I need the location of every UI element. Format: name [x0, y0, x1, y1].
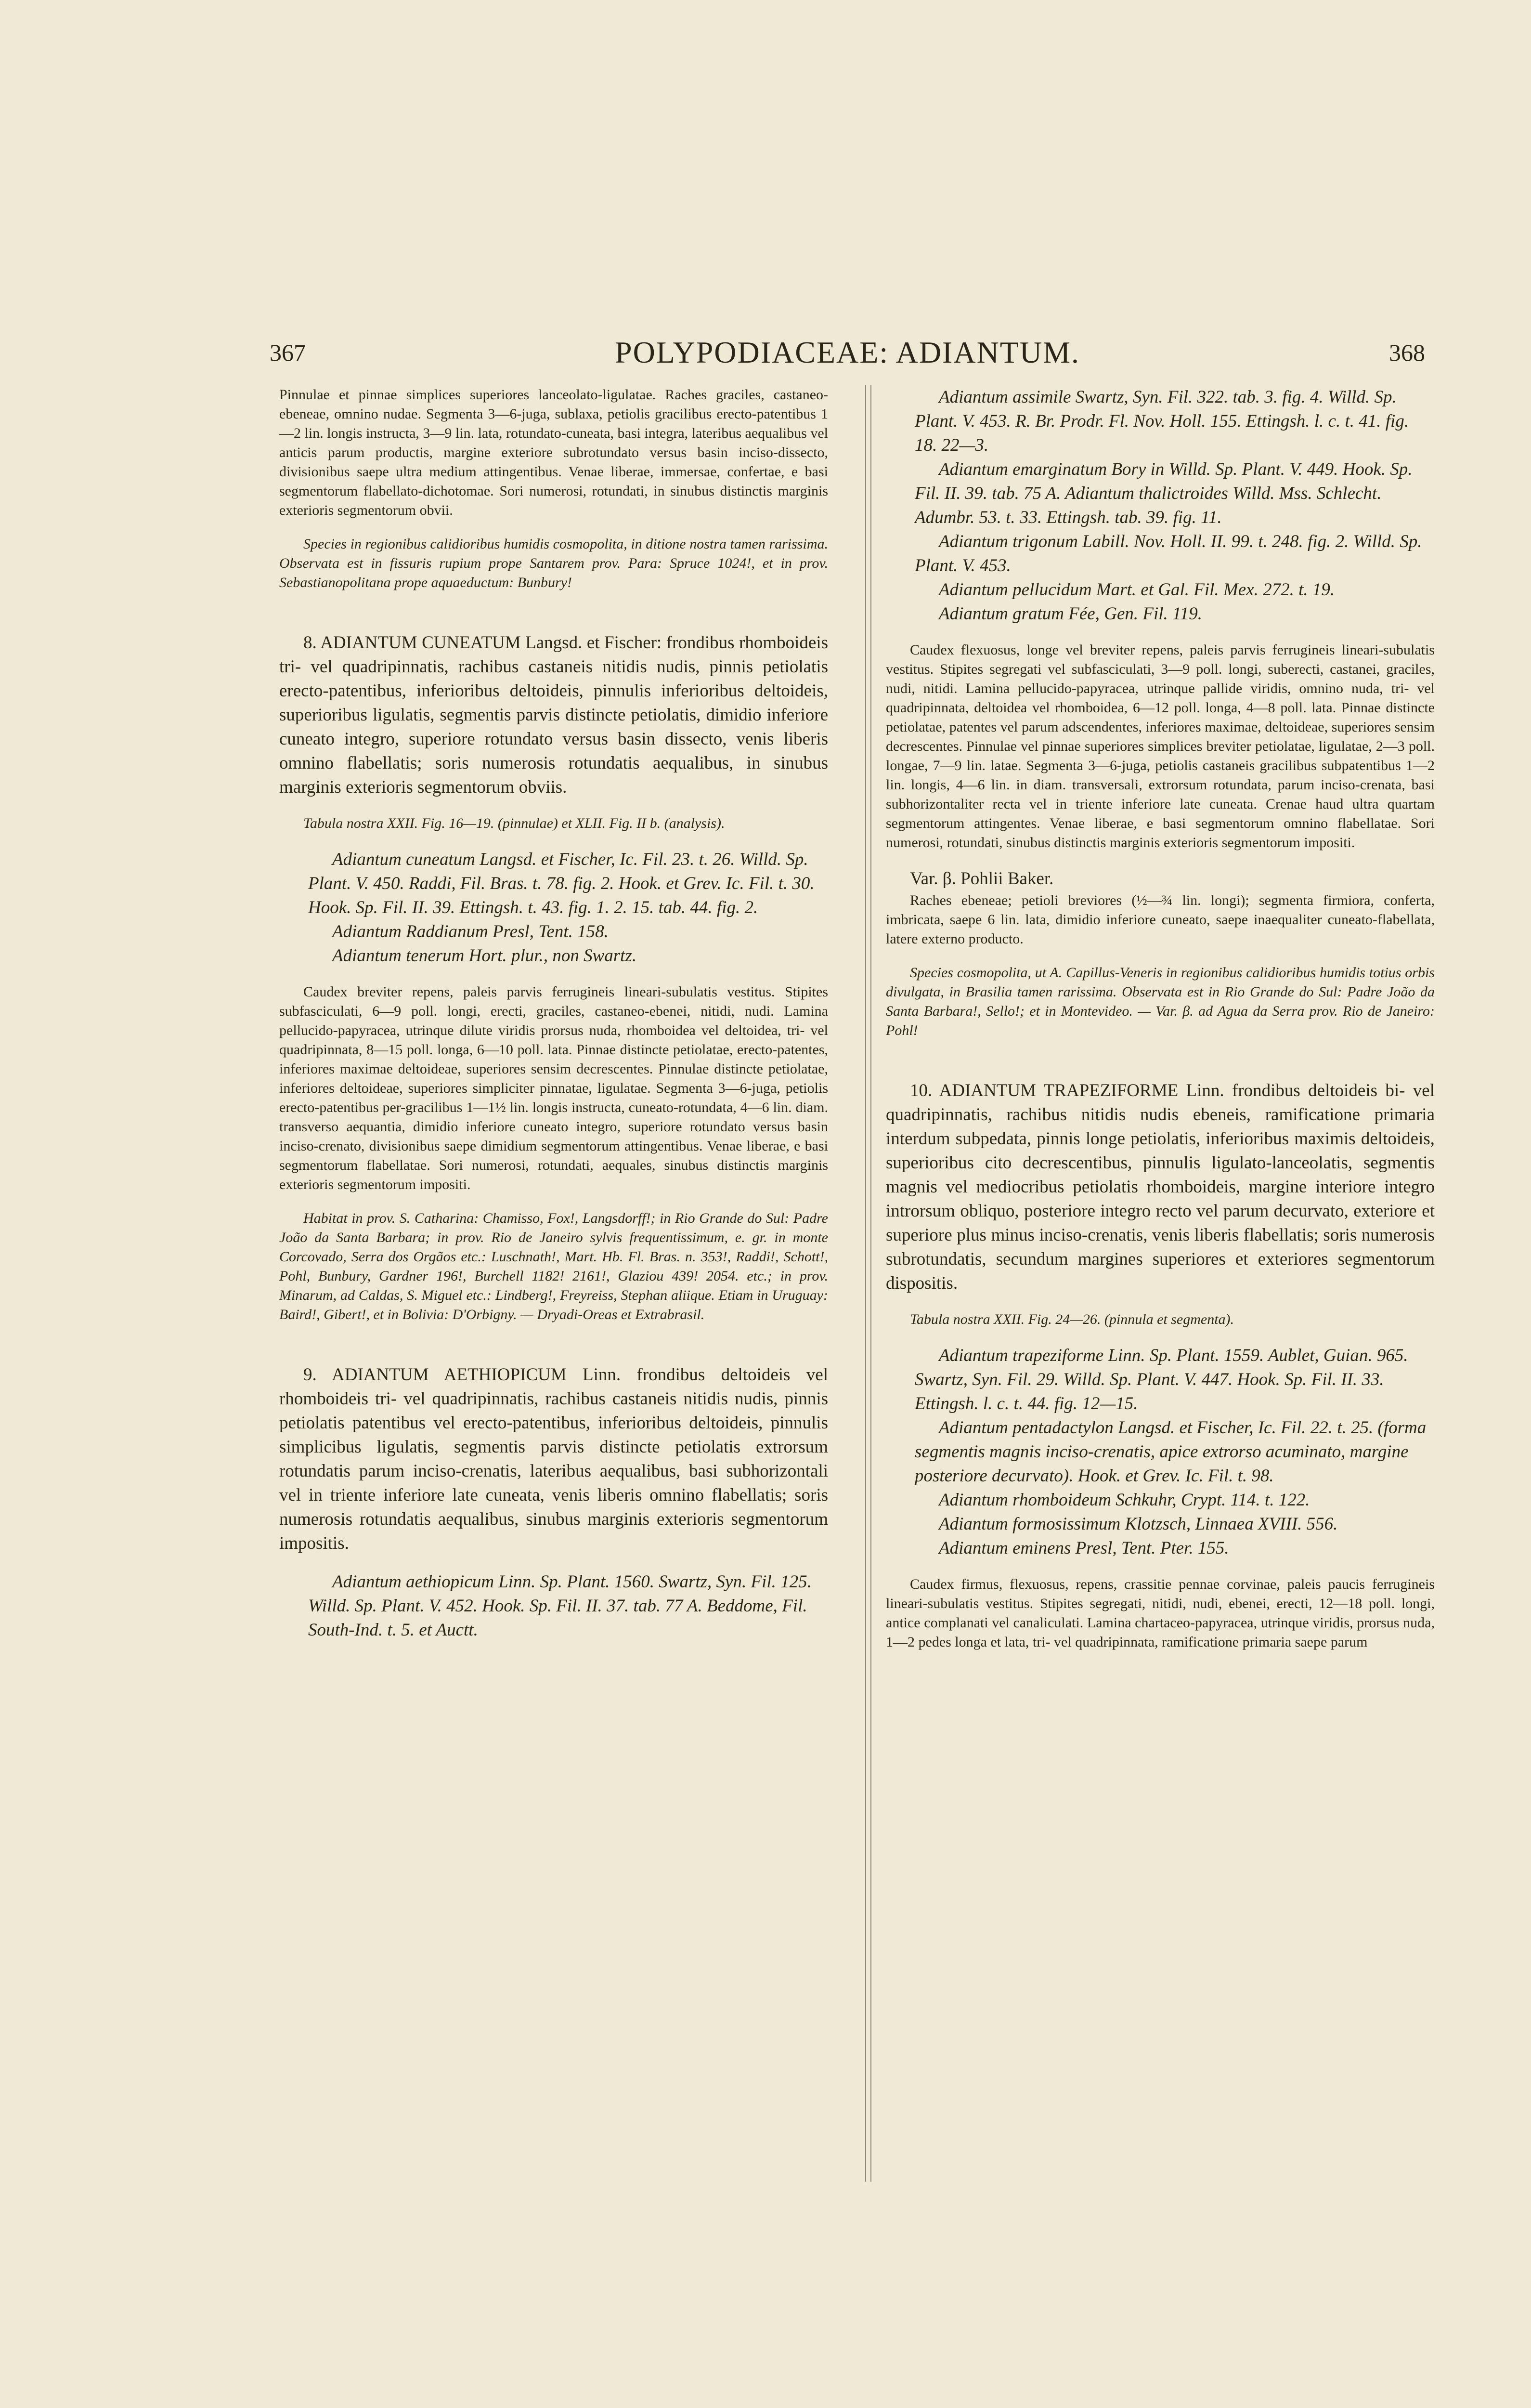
- species-10-description: Caudex firmus, flexuosus, repens, crassitie pennae corvinae, paleis paucis ferrugineis lineari-subulatis vestitus. Stipites segregati, nitidi, nudi, ebenei, erecti, 12—18 poll. longi, antice complanati vel canaliculati. Lamina chartaceo-papyracea, utrinque viridis, prorsus nuda, 1—2 pedes longa et lata, tri- vel quadripinnata, ramificatione primaria saepe parum: [886, 1576, 1435, 1650]
- species-10-synonym-2: Adiantum pentadactylon Langsd. et Fischer, Ic. Fil. 22. t. 25. (forma segmentis magnis inciso-crenatis, apice extrorso acuminato, margine posteriore decurvato). Hook. et Grev. Ic. Fil. t. 98.: [915, 1418, 1427, 1486]
- right-page-number: 368: [1389, 339, 1425, 366]
- species-10-synonym-3: Adiantum rhomboideum Schkuhr, Crypt. 114. t. 122.: [939, 1490, 1310, 1510]
- intro-description: Pinnulae et pinnae simplices superiores lanceolato-ligulatae. Raches graciles, castaneo-ebeneae, omnino nudae. Segmenta 3—6-juga, sublaxa, petiolis gracilibus erecto-patentibus 1—2 lin. longis instructa, 3—9 lin. lata, rotundato-cuneata, basi integra, lateribus aequalibus vel anticis parum productis, margine exteriore subrotundato versus basin inciso-dissecto, divisionibus saepe ultra medium attingentibus. Venae liberae, immersae, confertae, e basi segmentorum flabellato-dichotomae. Sori numerosi, rotundati, in sinubus distinctis marginis exterioris segmentorum obvii.: [279, 387, 828, 518]
- species-9-description: Caudex flexuosus, longe vel breviter repens, paleis parvis ferrugineis lineari-subulatis vestitus. Stipites segregati vel subfasciculati, 3—9 poll. longi, suberecti, castanei, graciles, nudi, nitidi. Lamina pellucido-papyracea, utrinque pallide viridis, omnino nuda, tri- vel quadripinnata, deltoidea vel rhomboidea, 6—12 poll. longa, 4—8 poll. lata. Pinnae distincte petiolatae, patentes vel parum adscendentes, inferiores maximae, deltoideae, superiores sensim decrescentes. Pinnulae vel pinnae superiores simplices breviter petiolatae, ligulatae, 2—3 poll. longae, 7—9 lin. latae. Segmenta 3—6-juga, petiolis castaneis gracilibus subpatentibus 1—2 lin. longis, 4—6 lin. in diam. transversali, extrorsum rotundata, parum inciso-crenata, basi subhorizontaliter recta vel in triente inferiore late cuneata. Crenae haud ultra quartam segmentorum attingentes. Venae liberae, e basi segmentorum omnino flabellatae. Sori numerosi, rotundati, sinubus distinctis marginis exterioris segmentorum impositi.: [886, 642, 1435, 851]
- left-column: [279, 385, 828, 1642]
- species-9-synonym-6: Adiantum gratum Fée, Gen. Fil. 119.: [939, 604, 1203, 624]
- species-8-plate-ref: Tabula nostra XXII. Fig. 16—19. (pinnulae) et XLII. Fig. II b. (analysis).: [303, 815, 725, 831]
- species-9-synonym-3: Adiantum emarginatum Bory in Willd. Sp. Plant. V. 449. Hook. Sp. Fil. II. 39. tab. 75 A. Adiantum thalictroides Willd. Mss. Schlecht. Adumbr. 53. t. 33. Ettingsh. tab. 39. fig. 11.: [915, 459, 1413, 527]
- column-rule: [865, 385, 866, 2182]
- column-rule-2: [870, 385, 871, 2182]
- species-8-synonym-2: Adiantum Raddianum Presl, Tent. 158.: [332, 922, 609, 942]
- species-10-diagnosis: 10. ADIANTUM TRAPEZIFORME Linn. frondibus deltoideis bi- vel quadripinnatis, rachibus nitidis nudis ebeneis, ramificatione primaria interdum subpedata, pinnis longe petiolatis, inferioribus maximis deltoideis, superioribus cito decrescentibus, pinnulis ligulato-lanceolatis, segmentis magnis vel mediocribus petiolatis rhomboideis, margine interiore integro introrsum obliquo, posteriore integro recto vel parum decurvato, exteriore et superiore plus minus inciso-crenatis, venis liberis flabellatis; soris numerosis subrotundatis, secundum margines superiores et exteriores segmentorum dispositis.: [886, 1081, 1435, 1293]
- intro-habitat: Species in regionibus calidioribus humidis cosmopolita, in ditione nostra tamen rarissima. Observata est in fissuris rupium prope Santarem prov. Para: Spruce 1024!, et in prov. Sebastianopolitana prope aquaeductum: Bunbury!: [279, 536, 828, 590]
- species-9-synonym-1: Adiantum aethiopicum Linn. Sp. Plant. 1560. Swartz, Syn. Fil. 125. Willd. Sp. Plant. V. 452. Hook. Sp. Fil. II. 37. tab. 77 A. Beddome, Fil. South-Ind. t. 5. et Auctt.: [308, 1572, 812, 1640]
- species-8-description: Caudex breviter repens, paleis parvis ferrugineis lineari-subulatis vestitus. Stipites subfasciculati, 6—9 poll. longi, erecti, graciles, castaneo-ebenei, nitidi, nudi. Lamina pellucido-papyracea, utrinque dilute viridis prorsus nuda, rhomboidea vel deltoidea, tri- vel quadripinnata, 8—15 poll. longa, 6—10 poll. lata. Pinnae distincte petiolatae, erecto-patentes, inferiores maximae deltoideae, superiores sensim decrescentes. Pinnulae distincte petiolatae, inferiores deltoideae, superiores simpliciter pinnatae, ligulatae. Segmenta 3—6-juga, petiolis erecto-patentibus per-gracilibus 1—1½ lin. longis instructa, cuneato-rotundata, 4—6 lin. diam. transverso aequantia, dimidio inferiore cuneato integro, superiore rotundato versus basin inciso-crenato, divisionibus saepe dimidium segmentorum attingentibus. Venae liberae, e basi segmentorum flabellatae. Sori numerosi, rotundati, aequales, sinubus distinctis marginis exterioris segmentorum impositi.: [279, 984, 828, 1192]
- species-8-diagnosis: 8. ADIANTUM CUNEATUM Langsd. et Fischer: frondibus rhomboideis tri- vel quadripinnatis, rachibus castaneis nitidis nudis, pinnis petiolatis erecto-patentibus, inferioribus deltoideis, pinnulis inferioribus deltoideis, superioribus ligulatis, segmentis parvis distincte petiolatis, dimidio inferiore cuneato integro, superiore rotundato versus basin dissecto, venis liberis omnino flabellatis; soris numerosis rotundatis aequalibus, in sinubus marginis exterioris segmentorum obviis.: [279, 633, 828, 797]
- species-9-synonym-4: Adiantum trigonum Labill. Nov. Holl. II. 99. t. 248. fig. 2. Willd. Sp. Plant. V. 453.: [915, 532, 1422, 576]
- species-10-synonym-4: Adiantum formosissimum Klotzsch, Linnaea XVIII. 556.: [939, 1514, 1338, 1534]
- species-9-habitat: Species cosmopolita, ut A. Capillus-Veneris in regionibus calidioribus humidis totius orbis divulgata, in Brasilia tamen rarissima. Observata est in Rio Grande do Sul: Padre João da Santa Barbara!, Sello!; et in Montevideo. — Var. β. ad Agua da Serra prov. Rio de Janeiro: Pohl!: [886, 965, 1435, 1038]
- species-10-synonym-1: Adiantum trapeziforme Linn. Sp. Plant. 1559. Aublet, Guian. 965. Swartz, Syn. Fil. 29. Willd. Sp. Plant. V. 447. Hook. Sp. Fil. II. 33. Ettingsh. l. c. t. 44. fig. 12—15.: [915, 1346, 1408, 1413]
- running-title: POLYPODIACEAE: ADIANTUM.: [614, 335, 1080, 369]
- page-header: [270, 335, 1425, 378]
- species-9-synonym-2: Adiantum assimile Swartz, Syn. Fil. 322. tab. 3. fig. 4. Willd. Sp. Plant. V. 453. R. Br. Prodr. Fl. Nov. Holl. 155. Ettingsh. l. c. t. 41. fig. 18. 22—3.: [915, 387, 1409, 455]
- species-9-diagnosis: 9. ADIANTUM AETHIOPICUM Linn. frondibus deltoideis vel rhomboideis tri- vel quadripinnatis, rachibus castaneis nitidis nudis, pinnis petiolatis patentibus vel erecto-patentibus, inferioribus deltoideis, pinnulis simplicibus ligulatis, segmentis parvis distincte petiolatis extrorsum rotundatis parum inciso-crenatis, lateribus aequalibus, basi subhorizontali vel in triente inferiore late cuneata, venis liberis omnino flabellatis; soris numerosis rotundatis aequalibus, sinubus marginis exterioris segmentorum impositis.: [279, 1365, 828, 1553]
- variety-beta-title: Var. β. Pohlii Baker.: [910, 869, 1054, 889]
- variety-beta-description: Raches ebeneae; petioli breviores (½—¾ lin. longi); segmenta firmiora, conferta, imbricata, saepe 6 lin. lata, dimidio inferiore cuneato, saepe inaequaliter cuneato-flabellata, latere externo producto.: [886, 892, 1435, 947]
- species-8-synonym-1: Adiantum cuneatum Langsd. et Fischer, Ic. Fil. 23. t. 26. Willd. Sp. Plant. V. 450. Raddi, Fil. Bras. t. 78. fig. 2. Hook. et Grev. Ic. Fil. t. 30. Hook. Sp. Fil. II. 39. Ettingsh. t. 43. fig. 1. 2. 15. tab. 44. fig. 2.: [308, 850, 815, 917]
- left-page-number: 367: [270, 339, 306, 366]
- species-10-plate-ref: Tabula nostra XXII. Fig. 24—26. (pinnula et segmenta).: [910, 1311, 1234, 1327]
- species-8-synonym-3: Adiantum tenerum Hort. plur., non Swartz.: [332, 946, 637, 966]
- species-10-synonym-5: Adiantum eminens Presl, Tent. Pter. 155.: [939, 1538, 1229, 1558]
- species-9-synonym-5: Adiantum pellucidum Mart. et Gal. Fil. Mex. 272. t. 19.: [939, 580, 1335, 600]
- right-column: [886, 385, 1435, 1652]
- species-8-habitat: Habitat in prov. S. Catharina: Chamisso, Fox!, Langsdorff!; in Rio Grande do Sul: Padre João da Santa Barbara; in prov. Rio de Janeiro sylvis frequentissimum, e. gr. in monte Corcovado, Serra dos Orgãos etc.: Luschnath!, Mart. Hb. Fl. Bras. n. 353!, Raddi!, Schott!, Pohl, Bunbury, Gardner 196!, Burchell 1182! 2161!, Glaziou 439! 2054. etc.; in prov. Minarum, ad Caldas, S. Miguel etc.: Lindberg!, Freyreiss, Stephan aliique. Etiam in Uruguay: Baird!, Gibert!, et in Bolivia: D'Orbigny. — Dryadi-Oreas et Extrabrasil.: [279, 1210, 828, 1322]
